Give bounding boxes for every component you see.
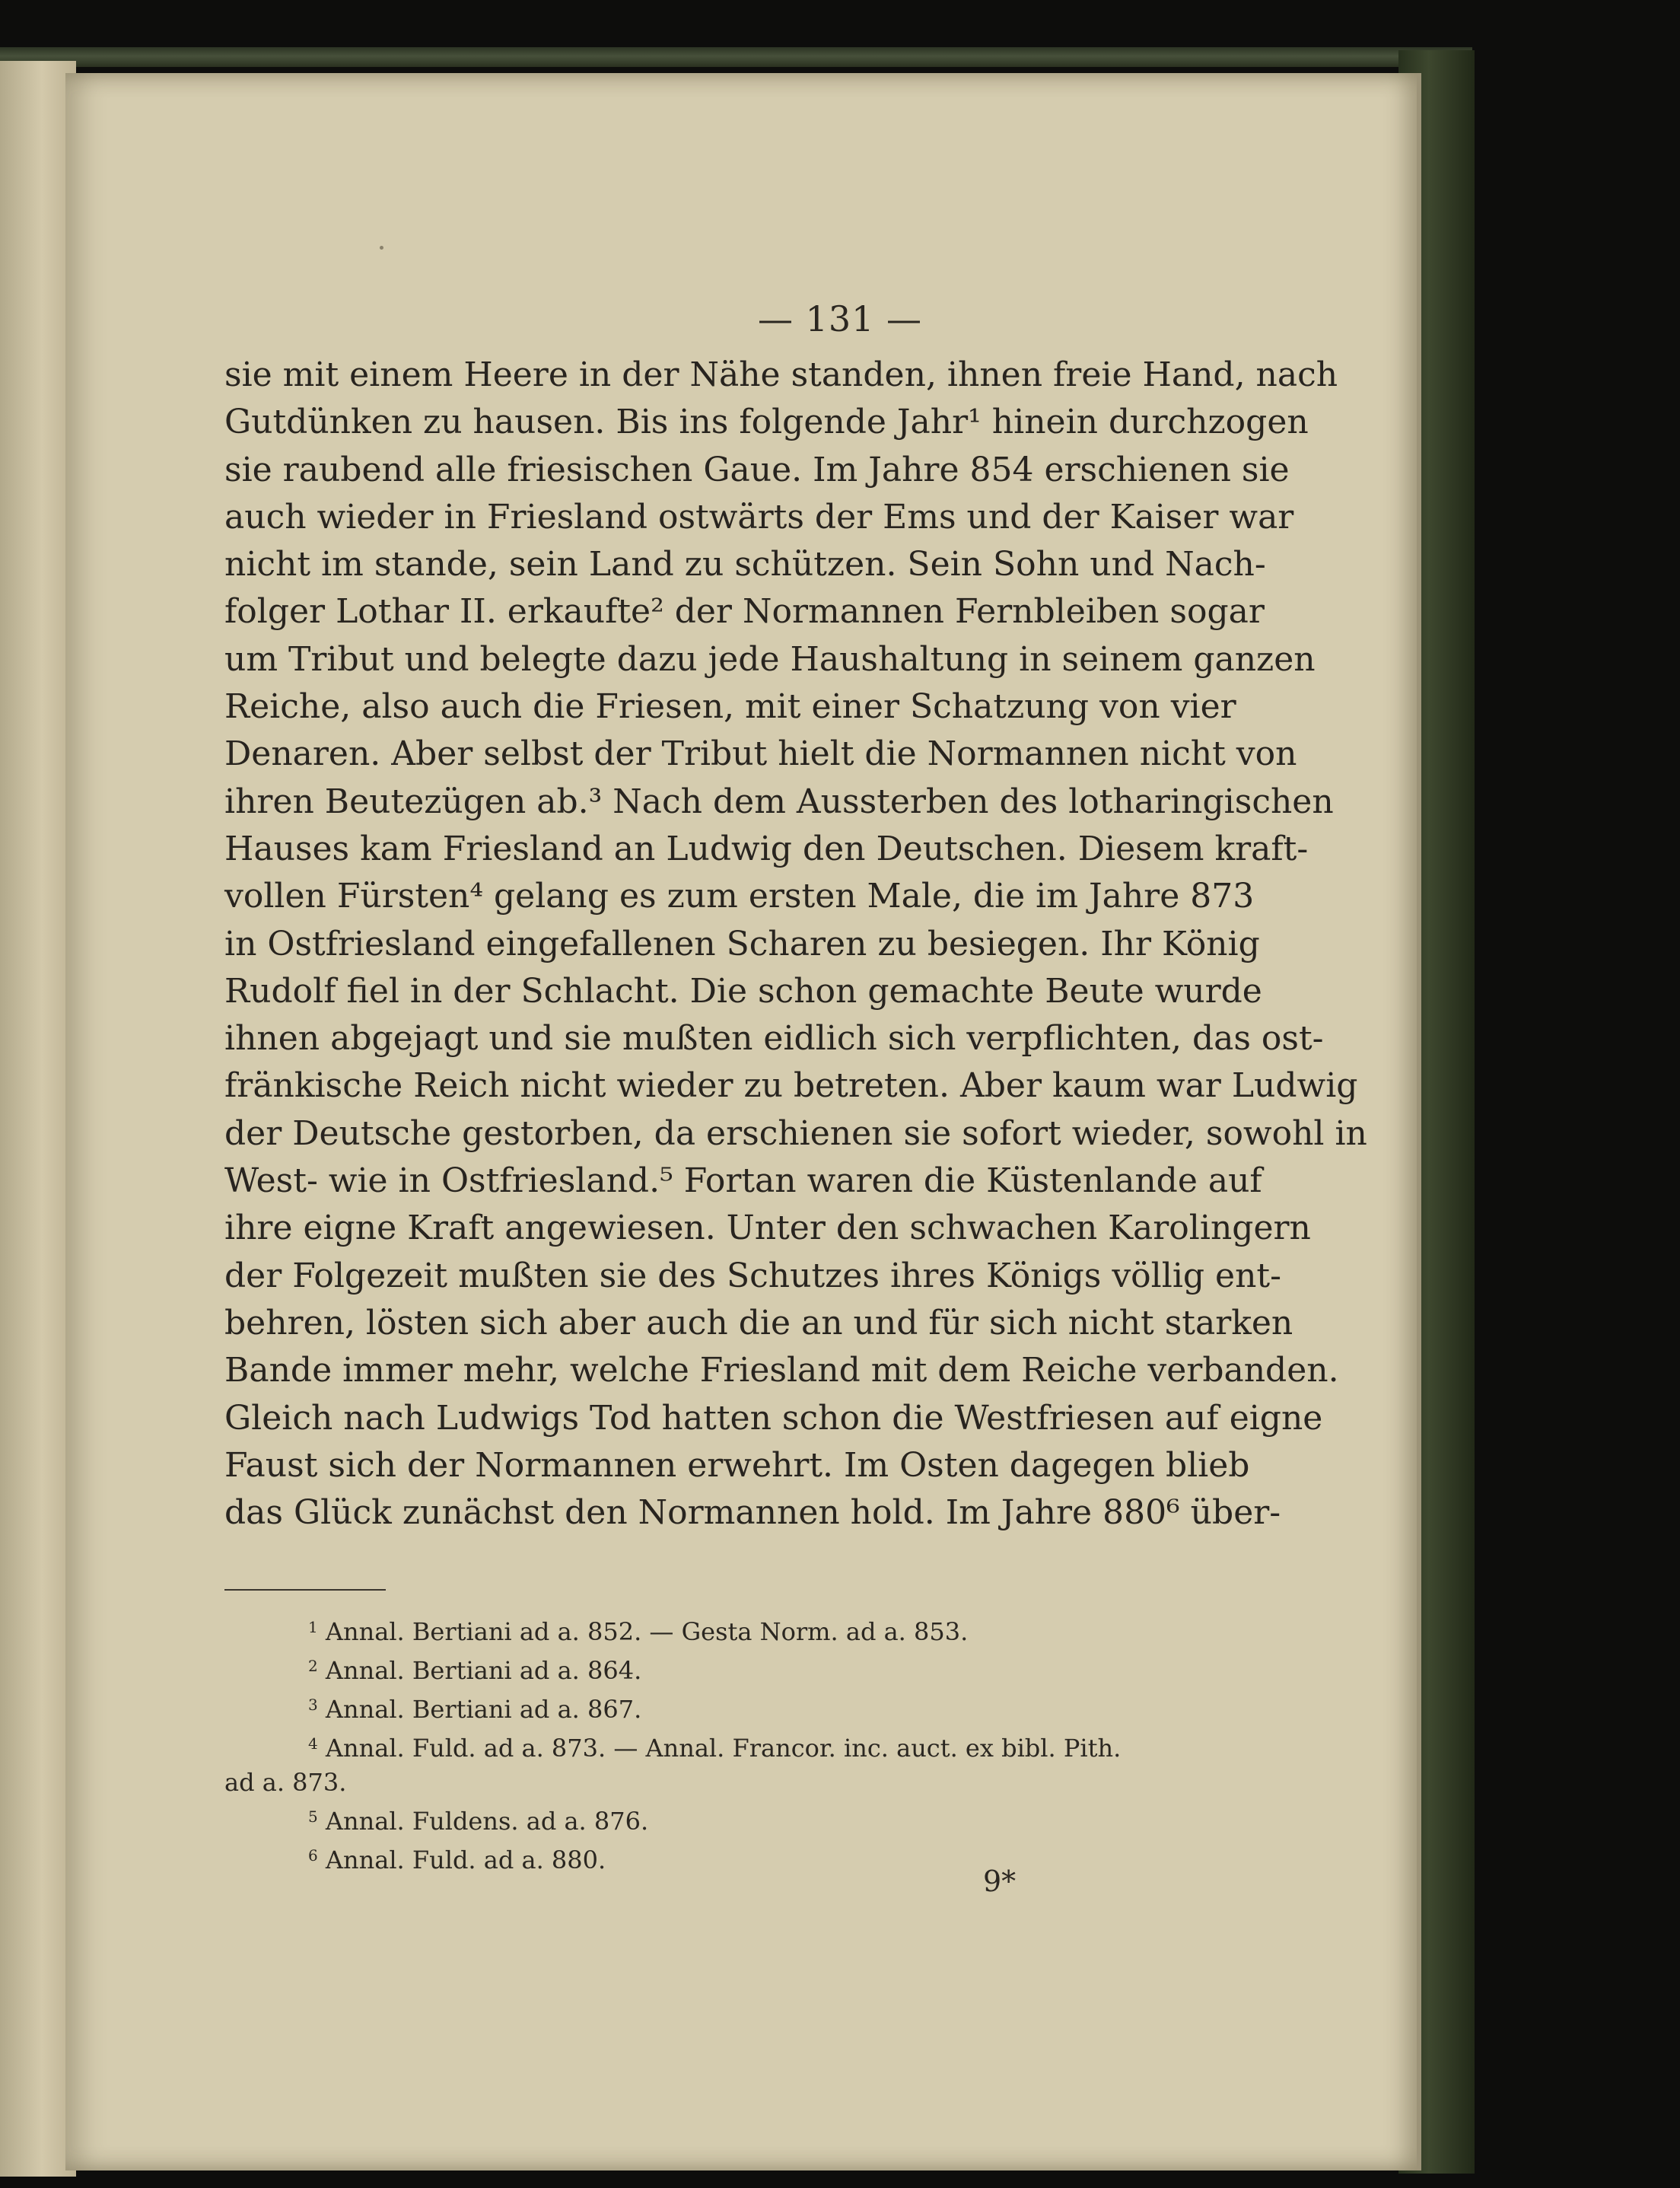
text-line: auch wieder in Friesland ostwärts der Ems und der Kaiser war xyxy=(224,497,1294,537)
text-line: Gutdünken zu hausen. Bis ins folgende Jahr¹ hinein durchzogen xyxy=(224,403,1309,442)
footnote-text: Annal. Fuld. ad a. 880. xyxy=(325,1846,606,1874)
footnote xyxy=(224,1800,1130,1839)
footnote-text: Annal. Bertiani ad a. 864. xyxy=(325,1656,642,1685)
text-line: ihren Beutezügen ab.³ Nach dem Aussterben des lotharingischen xyxy=(224,782,1334,821)
text-line: Bande immer mehr, welche Friesland mit dem Reiche verbanden. xyxy=(224,1351,1339,1390)
paper-speck xyxy=(380,246,383,250)
body-text xyxy=(224,352,1367,1537)
footnote xyxy=(224,1727,1130,1766)
text-line: fränkische Reich nicht wieder zu betreten. Aber kaum war Ludwig xyxy=(224,1066,1358,1106)
book-binding-top xyxy=(0,47,1472,67)
text-line: der Deutsche gestorben, da erschienen sie sofort wieder, sowohl in xyxy=(224,1113,1367,1153)
page-number: — 131 — xyxy=(757,298,923,339)
footnote-text: Annal. Fuldens. ad a. 876. xyxy=(325,1807,649,1836)
text-line: Denaren. Aber selbst der Tribut hielt die Normannen nicht von xyxy=(224,734,1297,774)
text-line: um Tribut und belegte dazu jede Haushaltung in seinem ganzen xyxy=(224,639,1316,679)
page-edge xyxy=(1417,73,1421,2170)
footnote-number: 2 xyxy=(308,1657,318,1675)
text-line: Hauses kam Friesland an Ludwig den Deutschen. Diesem kraft- xyxy=(224,829,1309,868)
footnote-number: 3 xyxy=(308,1696,318,1714)
footnote xyxy=(224,1649,1130,1688)
footnote xyxy=(224,1688,1130,1727)
footnote-text: Annal. Fuld. ad a. 873. — Annal. Francor. inc. auct. ex bibl. Pith. xyxy=(325,1734,1122,1763)
text-line: folger Lothar II. erkaufte² der Normannen Fernbleiben sogar xyxy=(224,592,1265,632)
footnote-continuation xyxy=(224,1766,1130,1800)
previous-page-edge xyxy=(0,61,76,2177)
text-line: sie mit einem Heere in der Nähe standen, ihnen freie Hand, nach xyxy=(224,355,1338,394)
text-line: in Ostfriesland eingefallenen Scharen zu besiegen. Ihr König xyxy=(224,924,1260,963)
text-line: Faust sich der Normannen erwehrt. Im Osten dagegen blieb xyxy=(224,1445,1250,1485)
text-line: Reiche, also auch die Friesen, mit einer Schatzung von vier xyxy=(224,687,1236,727)
signature-mark: 9* xyxy=(983,1865,1017,1898)
text-line: Rudolf fiel in der Schlacht. Die schon gemachte Beute wurde xyxy=(224,971,1262,1011)
footnotes xyxy=(224,1610,1130,1877)
footnote-number: 4 xyxy=(308,1734,318,1753)
text-line: sie raubend alle friesischen Gaue. Im Jahre 854 erschienen sie xyxy=(224,450,1290,489)
text-line: ihre eigne Kraft angewiesen. Unter den schwachen Karolingern xyxy=(224,1209,1311,1248)
text-line: ihnen abgejagt und sie mußten eidlich sich verpflichten, das ost- xyxy=(224,1019,1324,1059)
text-line: nicht im stande, sein Land zu schützen. Sein Sohn und Nach- xyxy=(224,545,1266,584)
text-line: Gleich nach Ludwigs Tod hatten schon die Westfriesen auf eigne xyxy=(224,1398,1323,1438)
footnote-number: 6 xyxy=(308,1846,318,1865)
footnote-divider xyxy=(224,1589,386,1591)
text-line: West- wie in Ostfriesland.⁵ Fortan waren die Küstenlande auf xyxy=(224,1161,1262,1201)
text-line: behren, lösten sich aber auch die an und für sich nicht starken xyxy=(224,1303,1293,1342)
footnote-text: Annal. Bertiani ad a. 867. xyxy=(325,1695,642,1724)
text-line: der Folgezeit mußten sie des Schutzes ihres Königs völlig ent- xyxy=(224,1256,1281,1295)
text-line: das Glück zunächst den Normannen hold. Im Jahre 880⁶ über- xyxy=(224,1493,1281,1533)
text-line: vollen Fürsten⁴ gelang es zum ersten Male, die im Jahre 873 xyxy=(224,877,1255,916)
footnote xyxy=(224,1610,1130,1649)
footnote-text: ad a. 873. xyxy=(224,1768,347,1797)
footnote-text: Annal. Bertiani ad a. 852. — Gesta Norm. ad a. 853. xyxy=(325,1617,969,1646)
footnote-number: 5 xyxy=(308,1807,318,1826)
footnote-number: 1 xyxy=(308,1618,318,1636)
